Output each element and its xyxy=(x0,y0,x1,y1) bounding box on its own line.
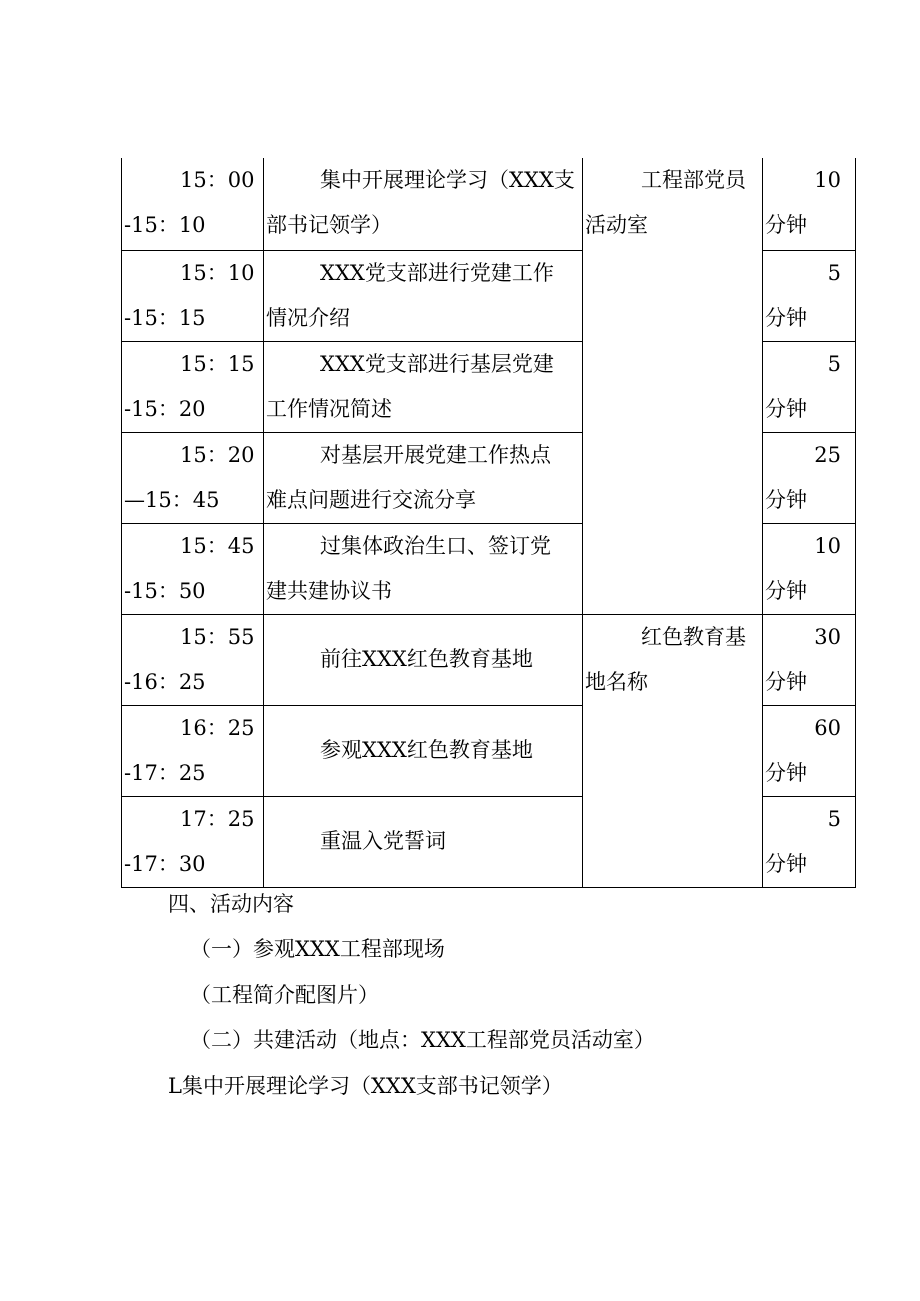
activity-cell: 参观XXX红色教育基地 xyxy=(264,705,583,796)
list-item: L集中开展理论学习（XXX支部书记领学） xyxy=(168,1074,563,1098)
time-cell: 15：20 —15：45 xyxy=(122,432,264,523)
activity-cell: XXX党支部进行党建工作 情况介绍 xyxy=(264,250,583,341)
time-cell: 15：10 -15：15 xyxy=(122,250,264,341)
activity-cell: XXX党支部进行基层党建 工作情况简述 xyxy=(264,341,583,432)
activity-cell: 过集体政治生口、签订党 建共建协议书 xyxy=(264,523,583,614)
duration-cell: 30 分钟 xyxy=(763,614,856,705)
duration-cell: 10 分钟 xyxy=(763,523,856,614)
list-item: （工程简介配图片） xyxy=(190,983,379,1007)
activity-cell: 前往XXX红色教育基地 xyxy=(264,614,583,705)
table-row xyxy=(122,614,856,705)
activity-cell: 对基层开展党建工作热点 难点问题进行交流分享 xyxy=(264,432,583,523)
section-heading: 四、活动内容 xyxy=(168,892,294,916)
time-cell: 16：25 -17：25 xyxy=(122,705,264,796)
schedule-table xyxy=(121,158,856,888)
time-cell: 15：55 -16：25 xyxy=(122,614,264,705)
table-row xyxy=(122,158,856,250)
duration-cell: 10 分钟 xyxy=(763,158,856,250)
duration-cell: 60 分钟 xyxy=(763,705,856,796)
location-cell: 工程部党员 活动室 xyxy=(583,158,763,614)
activity-cell: 重温入党誓词 xyxy=(264,796,583,887)
location-cell: 红色教育基 地名称 xyxy=(583,614,763,887)
duration-cell: 5 分钟 xyxy=(763,796,856,887)
time-cell: 15：00 -15：10 xyxy=(122,158,264,250)
time-cell: 17：25 -17：30 xyxy=(122,796,264,887)
duration-cell: 5 分钟 xyxy=(763,341,856,432)
time-cell: 15：45 -15：50 xyxy=(122,523,264,614)
time-cell: 15：15 -15：20 xyxy=(122,341,264,432)
activity-cell: 集中开展理论学习（XXX支 部书记领学） xyxy=(264,158,583,250)
duration-cell: 5 分钟 xyxy=(763,250,856,341)
duration-cell: 25 分钟 xyxy=(763,432,856,523)
list-item: （二）共建活动（地点：XXX工程部党员活动室） xyxy=(190,1028,655,1052)
list-item: （一）参观XXX工程部现场 xyxy=(190,937,445,961)
